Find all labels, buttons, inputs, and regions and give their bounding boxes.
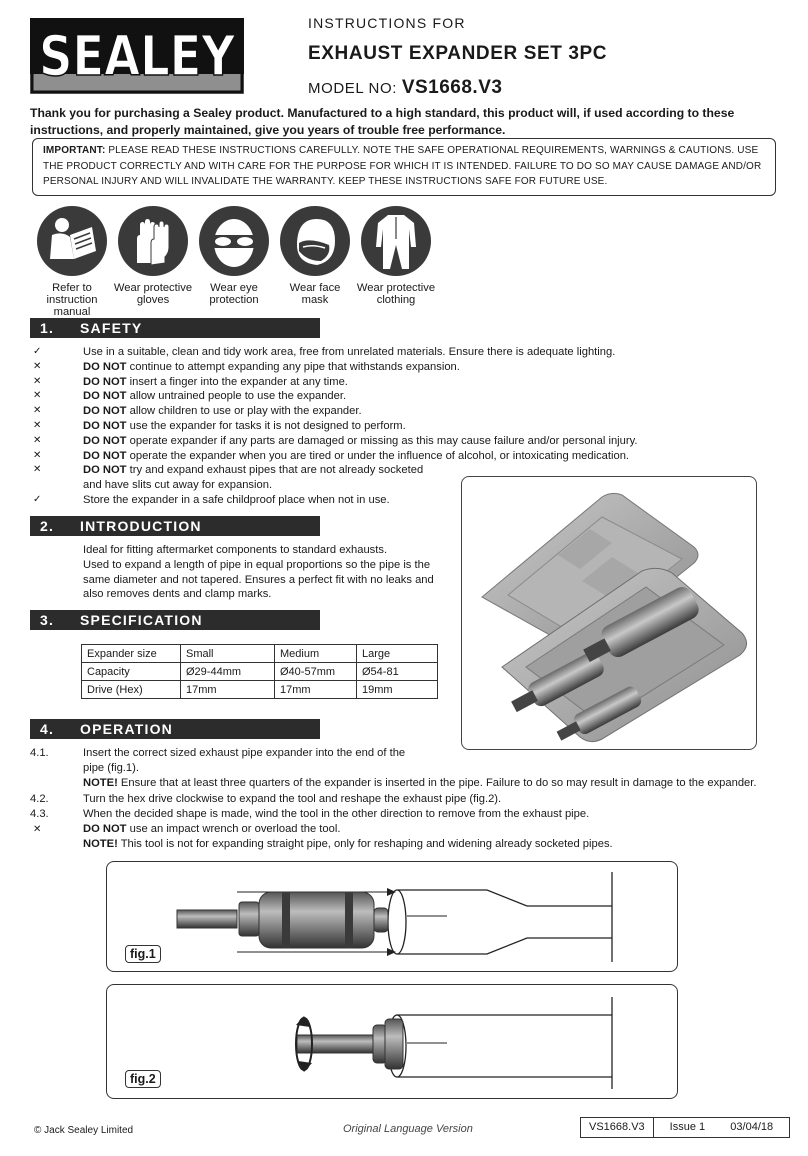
model-label: MODEL NO: [308, 80, 398, 97]
list-item: ✕ DO NOT try and expand exhaust pipes that are not already socketed [33, 464, 424, 477]
gloves-icon [117, 205, 189, 277]
page-title: EXHAUST EXPANDER SET 3PC [308, 43, 608, 64]
section-safety-heading: 1. SAFETY [30, 318, 320, 338]
list-item: 4.3. When the decided shape is made, wind the tool in the other direction to remove from the exhaust pipe. [30, 807, 590, 820]
safety-icon-goggles [194, 205, 274, 306]
table-row: Expander size Small Medium Large [82, 645, 438, 663]
footer-issue: Issue 1 03/04/18 [669, 1121, 774, 1133]
important-label: IMPORTANT: [43, 145, 106, 156]
instructions-for: INSTRUCTIONS FOR [308, 15, 466, 31]
fig1-diagram [107, 862, 677, 971]
important-notice [32, 138, 776, 196]
product-image [461, 476, 757, 750]
goggles-label: Wear eye protection [209, 282, 259, 306]
list-item: and have slits cut away for expansion. [83, 479, 273, 492]
goggles-icon [198, 205, 270, 277]
model-line [308, 77, 502, 99]
list-item: ✓ Store the expander in a safe childproof place when not in use. [33, 493, 390, 506]
list-item: ✓ Use in a suitable, clean and tidy work area, free from unrelated materials. Ensure there is adequate lighting. [33, 346, 616, 358]
overalls-icon [360, 205, 432, 277]
list-item: 4.2. Turn the hex drive clockwise to expand the tool and reshape the exhaust pipe (fig.2). [30, 792, 502, 805]
safety-icon-manual [32, 205, 112, 318]
carry-case-image [462, 477, 756, 749]
list-item: ✕ DO NOT allow untrained people to use the expander. [33, 390, 347, 403]
list-item: ✕ DO NOT insert a finger into the expander at any time. [33, 375, 348, 388]
fig1-label: fig.1 [125, 945, 161, 963]
clothing-label: Wear protective clothing [356, 282, 436, 306]
fig2-diagram [107, 985, 677, 1098]
model-number: VS1668.V3 [401, 77, 503, 98]
list-item: ✕ DO NOT continue to attempt expanding any pipe that withstands expansion. [33, 360, 460, 373]
section-specification-heading: 3. SPECIFICATION [30, 610, 320, 630]
intro-text: Thank you for purchasing a Sealey product. Manufactured to a high standard, this product will, if used according to these instructions, and properly maintained, give you years of trouble free performance. [30, 106, 735, 137]
mask-label: Wear face mask [289, 282, 341, 306]
fig2-label: fig.2 [125, 1070, 161, 1088]
manual-label: Refer to instruction manual [46, 282, 98, 318]
spec-table [81, 644, 438, 699]
figure-1 [106, 861, 678, 972]
logo-text: SEALEY [39, 24, 236, 88]
introduction-text: Ideal for fitting aftermarket components to standard exhausts. Used to expand a length of pipe in equal proportions so the pipe is the same diameter and not tapered. Ensures a perfect fit with no leaks and also removes dents and clamp marks. [83, 544, 434, 601]
table-row: Drive (Hex) 17mm 17mm 19mm [82, 681, 438, 699]
operation-steps [30, 746, 790, 852]
footer-version-box [580, 1117, 790, 1138]
copyright: © Jack Sealey Limited [34, 1125, 134, 1136]
safety-icon-clothing [356, 205, 436, 306]
section-operation-heading: 4. OPERATION [30, 719, 320, 739]
table-row: Capacity Ø29-44mm Ø40-57mm Ø54-81 [82, 663, 438, 681]
list-item: ✕ DO NOT operate the expander when you are tired or under the influence of alcohol, or intoxicating medication. [33, 449, 630, 462]
safety-icon-gloves [113, 205, 193, 306]
figure-2 [106, 984, 678, 1099]
important-text: PLEASE READ THESE INSTRUCTIONS CAREFULLY. NOTE THE SAFE OPERATIONAL REQUIREMENTS, WARNINGS & CAUTIONS. USE THE PRODUCT CORRECTLY AND WITH CARE FOR THE PURPOSE FOR WHICH IT IS INTENDED. FAILURE TO DO SO MAY CAUSE DAMAGE AND/OR PERSONAL INJURY AND WILL INVALIDATE THE WARRANTY. KEEP THESE INSTRUCTIONS SAFE FOR FUTURE USE. [43, 145, 762, 187]
list-item: pipe (fig.1). [83, 762, 139, 775]
list-item: ✕ DO NOT use the expander for tasks it is not designed to perform. [33, 419, 406, 432]
section-introduction-heading: 2. INTRODUCTION [30, 516, 320, 536]
language-version: Original Language Version [343, 1123, 473, 1135]
sealey-logo [30, 18, 244, 94]
list-item: ✕ DO NOT operate expander if any parts are damaged or missing as this may cause failure and/or personal injury. [33, 434, 638, 447]
list-item: ✕ DO NOT use an impact wrench or overload the tool. [33, 823, 341, 836]
manual-icon [36, 205, 108, 277]
list-item: NOTE! This tool is not for expanding straight pipe, only for reshaping and widening already socketed pipes. [83, 838, 613, 851]
list-item: NOTE! Ensure that at least three quarters of the expander is inserted in the pipe. Failure to do so may result in damage to the expander. [83, 777, 757, 790]
list-item: ✕ DO NOT allow children to use or play with the expander. [33, 405, 362, 418]
footer-model: VS1668.V3 [581, 1118, 654, 1137]
gloves-label: Wear protective gloves [113, 282, 193, 306]
safety-icon-mask [275, 205, 355, 306]
list-item: 4.1. Insert the correct sized exhaust pipe expander into the end of the [30, 747, 406, 759]
face-mask-icon [279, 205, 351, 277]
